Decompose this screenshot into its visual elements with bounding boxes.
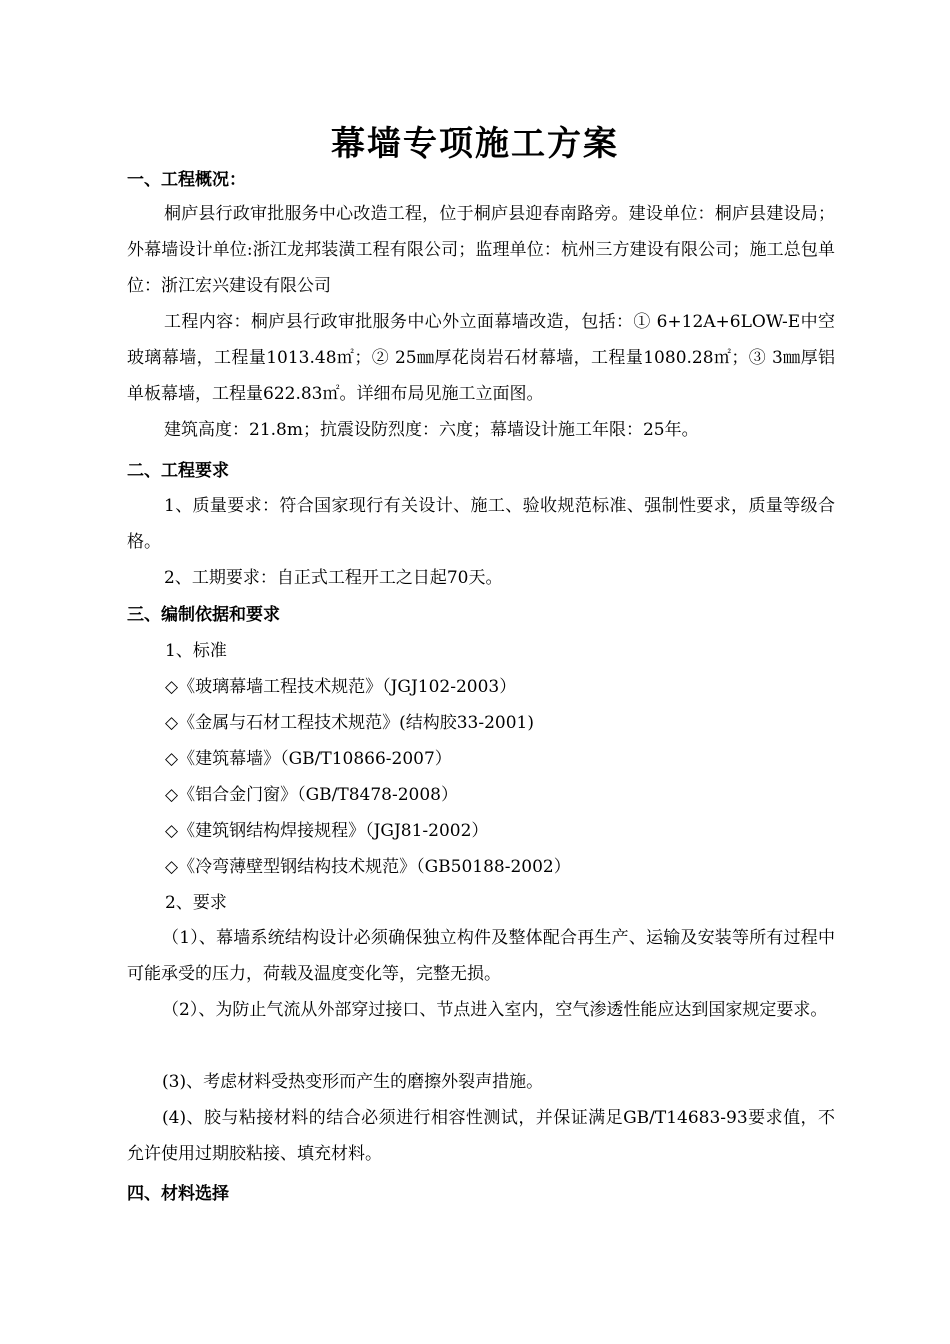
section-heading-materials: 四、材料选择 (127, 1184, 229, 1204)
standard-item: ◇《冷弯薄壁型钢结构技术规范》（GB50188-2002） (165, 857, 571, 877)
subheading-requirements: 2、要求 (165, 893, 227, 913)
document-title: 幕墙专项施工方案 (331, 124, 619, 164)
requirement-item: (4)、胶与粘接材料的结合必须进行相容性测试，并保证满足GB/T14683-93要求值，不允许使用过期胶粘接、填充材料。 (127, 1108, 835, 1164)
standard-item: ◇《建筑幕墙》（GB/T10866-2007） (165, 749, 452, 769)
overview-paragraph-building: 建筑高度：21.8m；抗震设防烈度：六度；幕墙设计施工年限：25年。 (164, 420, 699, 440)
requirement-item: （1）、幕墙系统结构设计必须确保独立构件及整体配合再生产、运输及安装等所有过程中可能承受的压力，荷载及温度变化等，完整无损。 (127, 928, 835, 984)
standard-item: ◇《金属与石材工程技术规范》(结构胶33-2001) (165, 713, 534, 733)
standard-item: ◇《建筑钢结构焊接规程》（JGJ81-2002） (165, 821, 489, 841)
requirement-item: （2）、为防止气流从外部穿过接口、节点进入室内，空气渗透性能应达到国家规定要求。 (162, 1000, 828, 1020)
requirement-item: (3)、考虑材料受热变形而产生的磨擦外裂声措施。 (162, 1072, 544, 1092)
standard-item: ◇《玻璃幕墙工程技术规范》（JGJ102-2003） (165, 677, 517, 697)
standard-item: ◇《铝合金门窗》（GB/T8478-2008） (165, 785, 458, 805)
section-heading-requirements: 二、工程要求 (127, 461, 229, 481)
requirement-quality: 1、质量要求：符合国家现行有关设计、施工、验收规范标准、强制性要求，质量等级合格。 (127, 496, 835, 552)
subheading-standards: 1、标准 (165, 641, 227, 661)
overview-paragraph-parties: 桐庐县行政审批服务中心改造工程，位于桐庐县迎春南路旁。建设单位：桐庐县建设局；外幕墙设计单位:浙江龙邦装潢工程有限公司；监理单位：杭州三方建设有限公司；施工总包单位：浙江宏兴建设有限公司 (127, 204, 835, 296)
overview-paragraph-scope: 工程内容：桐庐县行政审批服务中心外立面幕墙改造，包括：① 6+12A+6LOW-E中空玻璃幕墙，工程量1013.48㎡；② 25㎜厚花岗岩石材幕墙，工程量1080.28㎡；③ 3㎜厚铝单板幕墙，工程量622.83㎡。详细布局见施工立面图。 (127, 312, 835, 404)
requirement-schedule: 2、工期要求：自正式工程开工之日起70天。 (164, 568, 503, 588)
section-heading-basis: 三、编制依据和要求 (127, 605, 280, 625)
section-heading-overview: 一、工程概况： (127, 170, 246, 190)
